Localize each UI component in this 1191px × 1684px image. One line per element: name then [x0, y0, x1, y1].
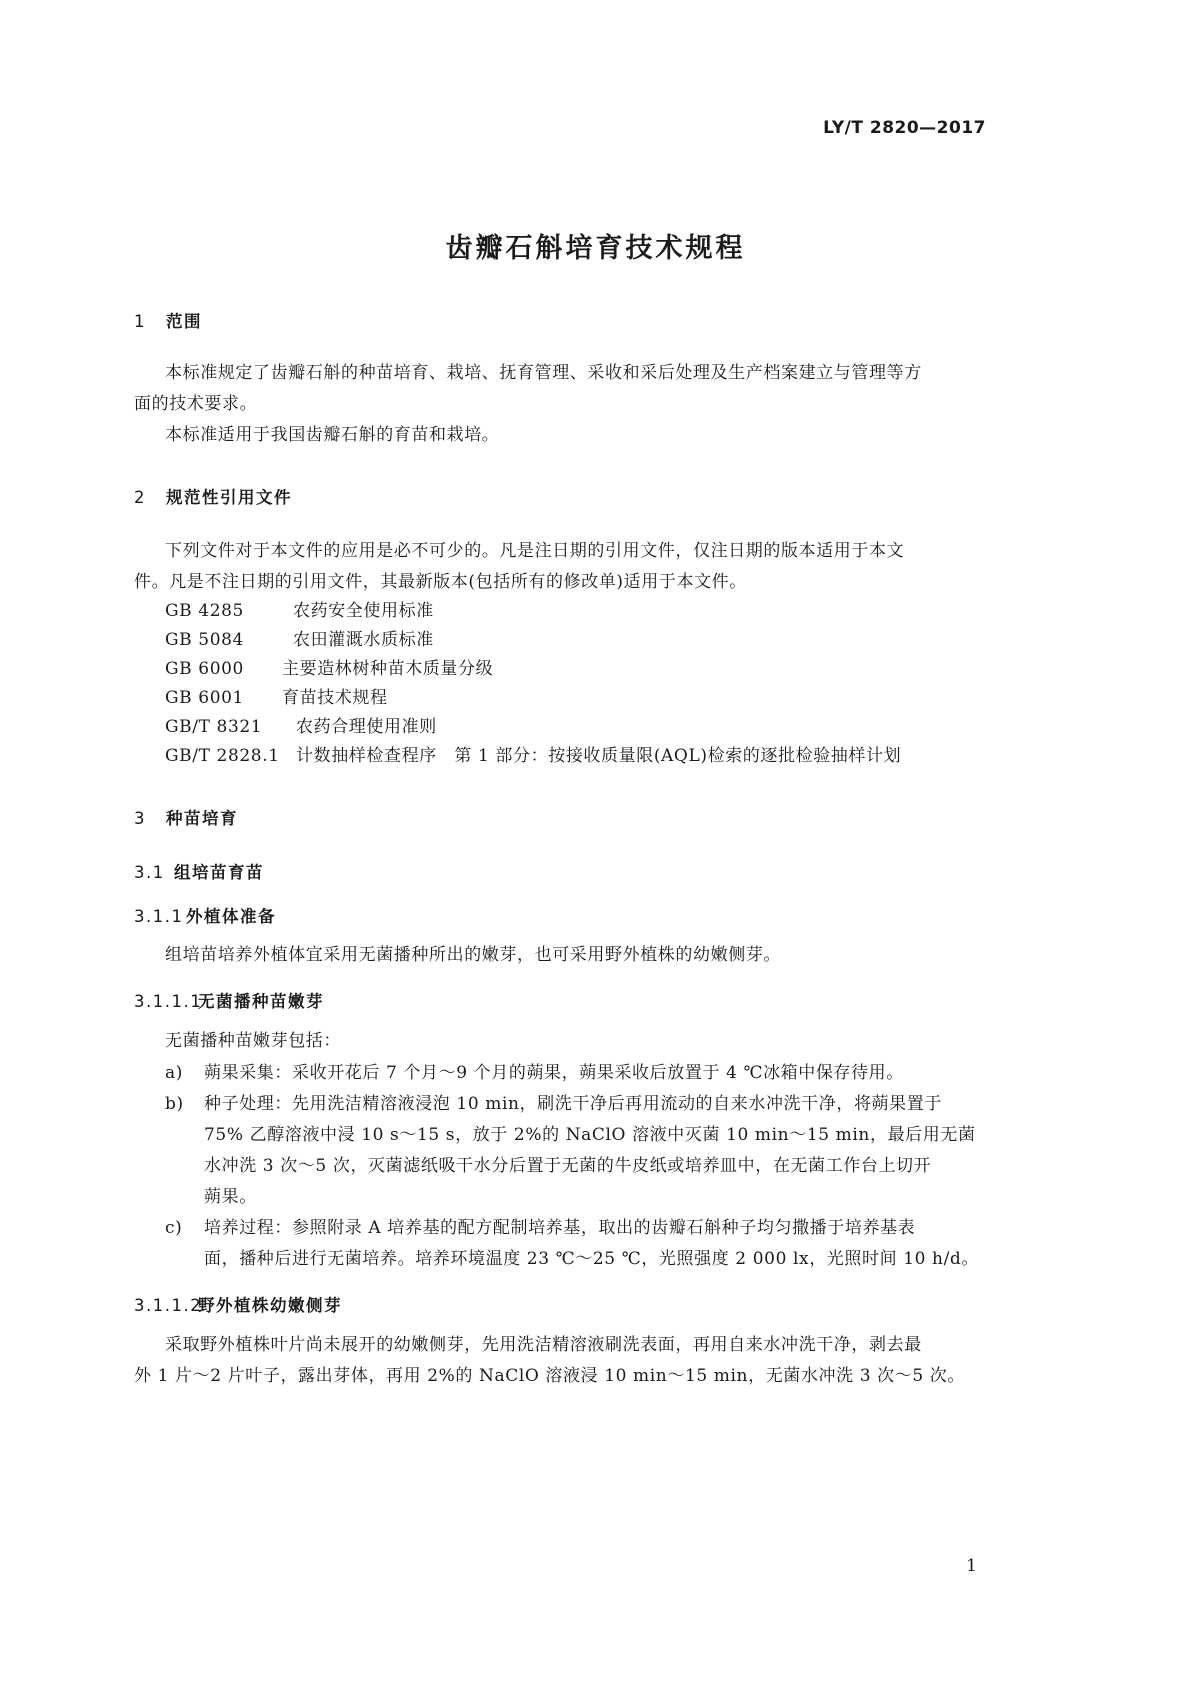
section-title: 范围 — [166, 312, 202, 331]
refs-intro-line-1: 下列文件对于本文件的应用是必不可少的。凡是注日期的引用文件，仅注日期的版本适用于本文 — [165, 541, 905, 561]
section-3-1-1-1-heading — [134, 988, 324, 1012]
list-marker: c) — [165, 1218, 183, 1238]
section-title: 外植体准备 — [186, 907, 276, 926]
reference-title: 农药安全使用标准 — [293, 601, 434, 621]
document-title: 齿瓣石斛培育技术规程 — [445, 233, 746, 264]
list-item-line: 面，播种后进行无菌培养。培养环境温度 23 ℃～25 ℃，光照强度 2 000 lx，光照时间 10 h/d。 — [204, 1249, 980, 1269]
section-title: 规范性引用文件 — [166, 488, 292, 507]
scope-para-2: 本标准适用于我国齿瓣石斛的育苗和栽培。 — [165, 425, 500, 445]
section-3-1-1-2-heading — [134, 1292, 342, 1316]
scope-para-1-line-2: 面的技术要求。 — [134, 394, 258, 414]
reference-title: 农药合理使用准则 — [296, 717, 437, 737]
section-3-heading — [134, 805, 238, 829]
section-title: 种苗培育 — [166, 809, 238, 828]
refs-intro-line-2: 件。凡是不注日期的引用文件，其最新版本(包括所有的修改单)适用于本文件。 — [134, 572, 747, 592]
reference-code: GB/T 8321 — [165, 717, 263, 737]
page-number: 1 — [966, 1556, 977, 1576]
list-item-line: 75% 乙醇溶液中浸 10 s～15 s，放于 2%的 NaClO 溶液中灭菌 10 min～15 min，最后用无菌 — [204, 1125, 976, 1145]
section-title: 组培苗育苗 — [174, 863, 264, 882]
reference-code: GB/T 2828.1 — [165, 746, 280, 766]
section-number: 3.1 — [134, 863, 165, 882]
explant-para: 组培苗培养外植体宜采用无菌播种所出的嫩芽，也可采用野外植株的幼嫩侧芽。 — [165, 945, 781, 965]
reference-item — [165, 741, 901, 772]
reference-code: GB 5084 — [165, 630, 244, 650]
reference-code: GB 6001 — [165, 688, 244, 708]
section-number: 3.1.1.2 — [134, 1296, 203, 1315]
list-marker: a) — [165, 1063, 183, 1083]
list-marker: b) — [165, 1094, 184, 1114]
section-2-heading — [134, 484, 292, 508]
reference-item — [165, 712, 437, 743]
wild-bud-para-line-2: 外 1 片～2 片叶子，露出芽体，再用 2%的 NaClO 溶液浸 10 min～15 min，无菌水冲洗 3 次～5 次。 — [134, 1366, 965, 1386]
reference-code: GB 4285 — [165, 601, 244, 621]
standard-code: LY/T 2820—2017 — [823, 118, 986, 138]
list-item-line: 蒴果采集：采收开花后 7 个月～9 个月的蒴果，蒴果采收后放置于 4 ℃冰箱中保存待用。 — [204, 1063, 904, 1083]
list-item-line: 种子处理：先用洗洁精溶液浸泡 10 min，刷洗干净后再用流动的自来水冲洗干净，将蒴果置于 — [204, 1094, 942, 1114]
list-item-line: 蒴果。 — [204, 1187, 257, 1207]
list-item-line: 培养过程：参照附录 A 培养基的配方配制培养基，取出的齿瓣石斛种子均匀撒播于培养基表 — [204, 1218, 916, 1238]
reference-item — [165, 683, 388, 714]
section-number: 3 — [134, 809, 146, 828]
reference-title: 育苗技术规程 — [282, 688, 388, 708]
scope-para-1-line-1: 本标准规定了齿瓣石斛的种苗培育、栽培、抚育管理、采收和采后处理及生产档案建立与管理等方 — [165, 363, 922, 383]
section-title: 无菌播种苗嫩芽 — [198, 992, 324, 1011]
section-title: 野外植株幼嫩侧芽 — [198, 1296, 342, 1315]
reference-title: 计数抽样检查程序 第 1 部分：按接收质量限(AQL)检索的逐批检验抽样计划 — [296, 746, 902, 766]
sterile-bud-intro: 无菌播种苗嫩芽包括： — [165, 1031, 341, 1051]
section-3-1-heading — [134, 859, 264, 883]
section-3-1-1-heading — [134, 903, 276, 927]
reference-item — [165, 654, 493, 685]
section-number: 3.1.1.1 — [134, 992, 203, 1011]
list-item-line: 水冲洗 3 次～5 次，灭菌滤纸吸干水分后置于无菌的牛皮纸或培养皿中，在无菌工作台上切开 — [204, 1156, 932, 1176]
reference-item — [165, 596, 434, 627]
wild-bud-para-line-1: 采取野外植株叶片尚未展开的幼嫩侧芽，先用洗洁精溶液刷洗表面，再用自来水冲洗干净，剥去最 — [165, 1335, 922, 1355]
reference-title: 农田灌溉水质标准 — [293, 630, 434, 650]
section-number: 1 — [134, 312, 146, 331]
section-1-heading — [134, 308, 202, 332]
reference-code: GB 6000 — [165, 659, 244, 679]
section-number: 3.1.1 — [134, 907, 184, 926]
reference-item — [165, 625, 434, 656]
reference-title: 主要造林树种苗木质量分级 — [282, 659, 494, 679]
section-number: 2 — [134, 488, 146, 507]
